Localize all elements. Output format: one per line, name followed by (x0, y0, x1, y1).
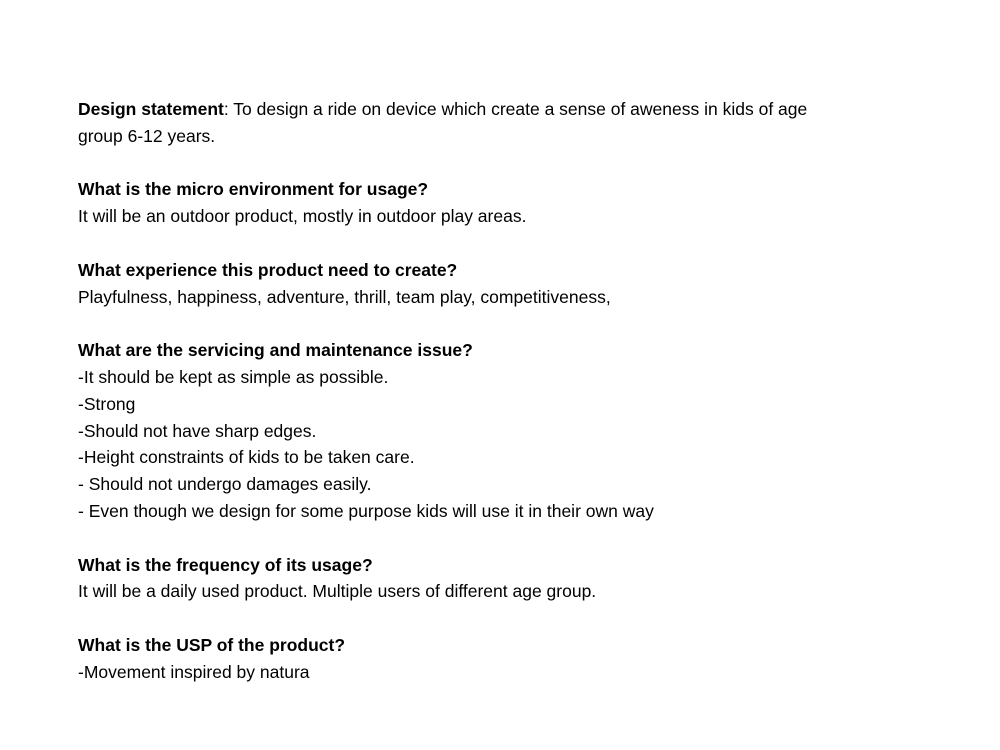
section-heading: What are the servicing and maintenance issue? (78, 340, 473, 361)
section-line: -Strong (78, 393, 136, 414)
section-line: Playfulness, happiness, adventure, thrill, team play, competitiveness, (78, 286, 611, 307)
design-statement-text: : To design a ride on device which create a sense of aweness in kids of age (223, 99, 808, 119)
section-line: -Movement inspired by natura (78, 661, 310, 682)
section-servicing-maintenance (78, 337, 922, 525)
section-line: -Height constraints of kids to be taken care. (78, 447, 415, 468)
section-line: -It should be kept as simple as possible. (78, 366, 389, 387)
section-line: It will be a daily used product. Multiple users of different age group. (78, 581, 597, 602)
section-frequency (78, 552, 922, 606)
design-statement-line-2: group 6-12 years. (78, 125, 216, 146)
section-micro-environment (78, 176, 922, 230)
section-line: - Should not undergo damages easily. (78, 474, 372, 495)
section-usp (78, 632, 922, 686)
section-experience (78, 257, 922, 311)
section-heading: What is the frequency of its usage? (78, 554, 373, 575)
section-line: - Even though we design for some purpose kids will use it in their own way (78, 500, 654, 521)
section-heading: What experience this product need to create? (78, 259, 458, 280)
section-line: -Should not have sharp edges. (78, 420, 317, 441)
section-heading: What is the USP of the product? (78, 634, 346, 655)
section-heading: What is the micro environment for usage? (78, 179, 429, 200)
design-statement-paragraph (78, 96, 922, 150)
design-statement-line-1 (78, 96, 922, 123)
design-statement-label: Design statement (78, 99, 224, 119)
section-line: It will be an outdoor product, mostly in outdoor play areas. (78, 206, 527, 227)
